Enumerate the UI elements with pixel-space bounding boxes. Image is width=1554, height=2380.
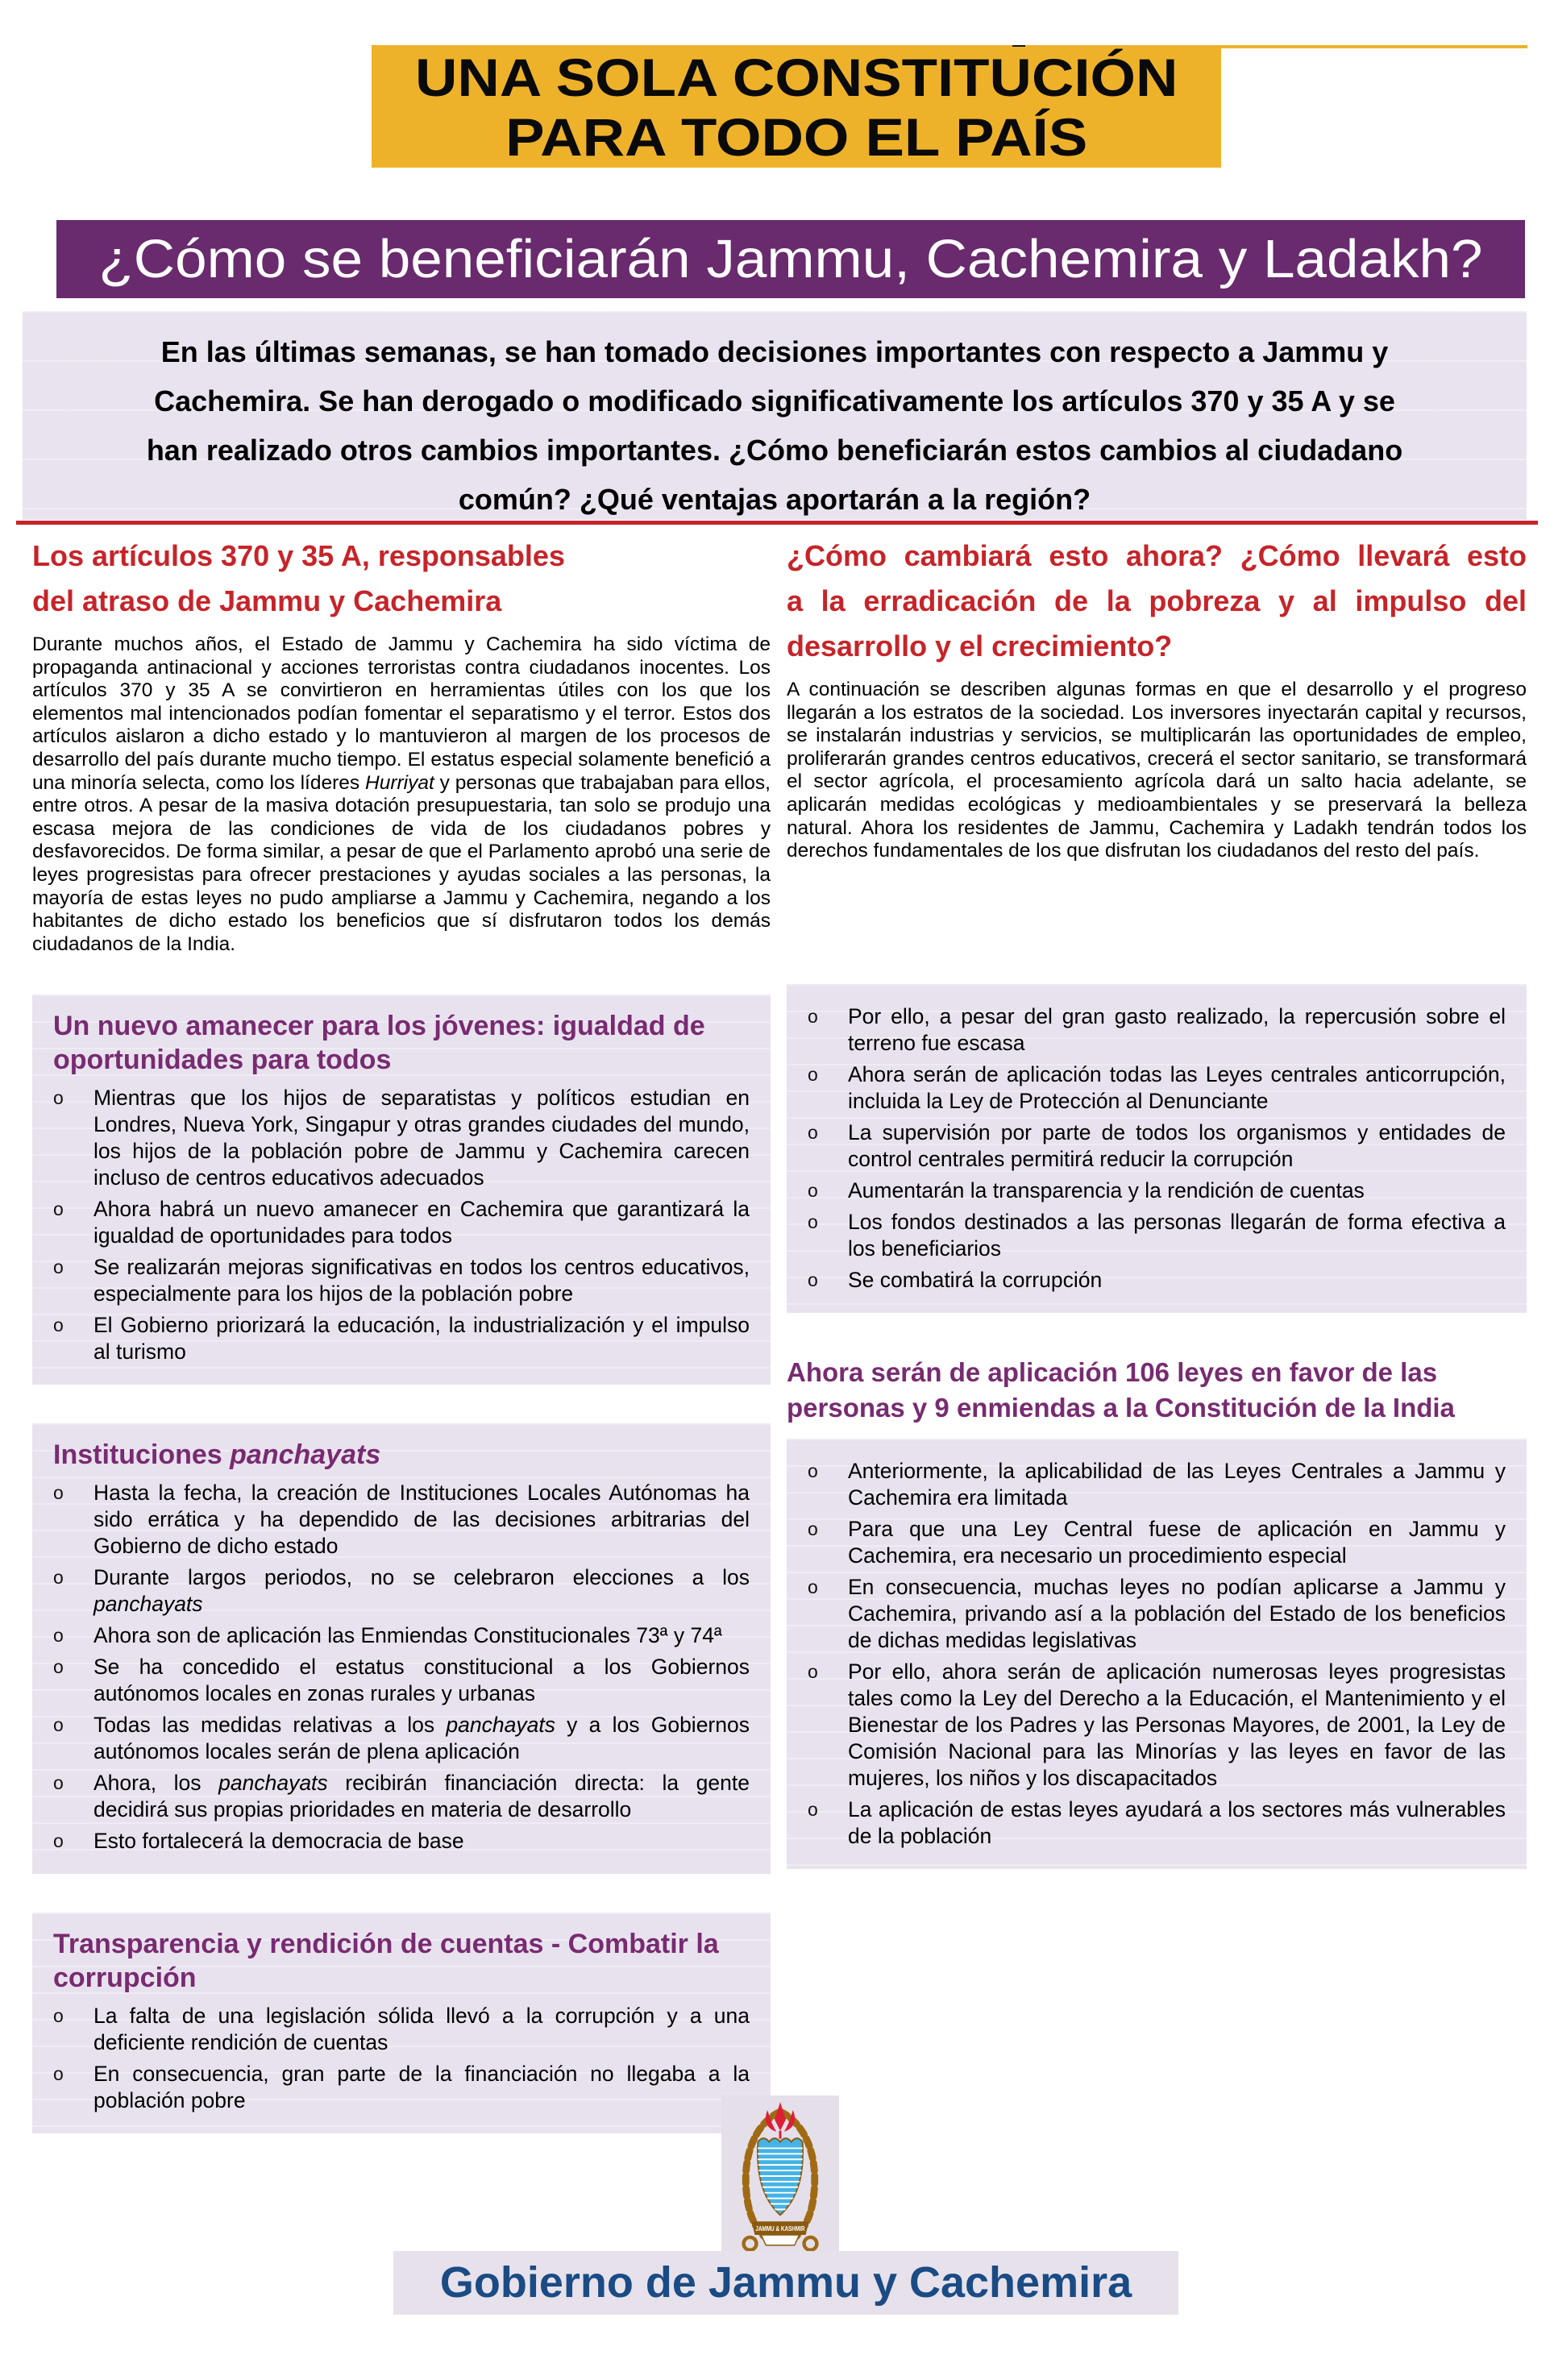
bullet-text: Esto fortalecerá la democracia de base — [93, 1829, 464, 1854]
bullet-marker: o — [53, 1830, 64, 1852]
bullet-marker: o — [53, 1198, 64, 1220]
bullet-marker: o — [53, 1315, 64, 1336]
bullet-list — [53, 1085, 750, 1365]
list-item — [808, 1574, 1506, 1654]
list-item — [53, 1712, 750, 1765]
bullet-text: Se combatirá la corrupción — [848, 1267, 1103, 1292]
bullet-marker: o — [53, 1567, 64, 1589]
bullet-list — [53, 2003, 750, 2114]
title-line: PARA TODO EL PAÍS — [505, 107, 1088, 167]
list-item — [53, 1085, 750, 1191]
bullet-list — [53, 1480, 750, 1855]
bullet-text: Se realizarán mejoras significativas en todos los centros educativos, especialmente para los hijos de la población pobre — [93, 1255, 750, 1306]
list-item — [808, 1267, 1506, 1294]
list-item — [53, 1196, 750, 1249]
info-box-panchayats — [32, 1423, 771, 1874]
list-item — [808, 1209, 1506, 1262]
list-item — [53, 1828, 750, 1855]
bullet-text: Ahora habrá un nuevo amanecer en Cachemira que garantizará la igualdad de oportunidades para todos — [93, 1197, 750, 1248]
bullet-text: Los fondos destinados a las personas llegarán de forma efectiva a los beneficiarios — [848, 1209, 1506, 1261]
info-box-laws — [787, 1439, 1527, 1869]
wreath-end-right — [804, 2237, 817, 2250]
bullet-marker: o — [808, 1063, 818, 1085]
bullet-text: Ahora, los panchayats recibirán financiación directa: la gente decidirá sus propias prioridades en materia de desarrollo — [93, 1771, 750, 1822]
bullet-text: Ahora son de aplicación las Enmiendas Constitucionales 73ª y 74ª — [93, 1623, 722, 1648]
bullet-marker: o — [808, 1576, 818, 1597]
bullet-marker: o — [53, 2005, 64, 2027]
bullet-marker: o — [808, 1179, 818, 1201]
bullet-text: En consecuencia, gran parte de la financiación no llegaba a la población pobre — [93, 2062, 750, 2113]
heading-line: desarrollo y el crecimiento? — [787, 629, 1173, 662]
right-column — [787, 534, 1527, 1869]
bullet-list — [808, 1458, 1506, 1850]
bullet-marker: o — [808, 1460, 818, 1481]
bullet-text: Para que una Ley Central fuese de aplicación en Jammu y Cachemira, era necesario un procedimiento especial — [848, 1516, 1506, 1568]
emblem-tile — [721, 2095, 839, 2253]
bullet-text: El Gobierno priorizará la educación, la industrialización y el impulso al turismo — [93, 1313, 750, 1364]
bullet-marker: o — [53, 1772, 64, 1794]
intro-box — [23, 311, 1527, 520]
list-item — [808, 1003, 1506, 1057]
list-item — [808, 1458, 1506, 1511]
wreath-end-left — [744, 2237, 757, 2250]
list-item — [53, 1564, 750, 1618]
bullet-marker: o — [808, 1121, 818, 1143]
bullet-text: En consecuencia, muchas leyes no podían aplicarse a Jammu y Cachemira, privando así a la población del Estado de los beneficios de dichas medidas legislativas — [848, 1574, 1506, 1652]
lotus-icon — [766, 2102, 795, 2138]
list-item — [53, 2061, 750, 2114]
list-item — [808, 1119, 1506, 1173]
info-box-transparency — [32, 1913, 771, 2133]
left-paragraph: Durante muchos años, el Estado de Jammu y Cachemira ha sido víctima de propaganda antinacional y acciones terroristas contra ciudadanos inocentes. Los artículos 370 y 35 A se convirtieron en herramientas útiles con los que los elementos mal intencionados podían fomentar el separatismo y el terror. Estos dos artículos aislaron a dicho estado y lo mantuvieron al margen de los procesos de desarrollo del país durante mucho tiempo. El estatus especial solamente benefició a una minoría selecta, como los líderes Hurriyat y personas que trabajaban para ellos, entre otros. A pesar de la masiva dotación presupuestaria, tan solo se produjo una escasa mejora de las condiciones de vida de los ciudadanos pobres y desfavorecidos. De forma similar, a pesar de que el Parlamento aprobó una serie de leyes progresistas para ofrecer prestaciones y ayudas sociales a las personas, la mayoría de estas leyes no pudo ampliarse a Jammu y Cachemira, negando a los habitantes de dicho estado los beneficios que sí disfrutaron todos los demás ciudadanos de la India. — [32, 633, 771, 955]
left-column — [32, 534, 771, 2133]
bullet-marker: o — [53, 1656, 64, 1678]
intro-text: En las últimas semanas, se han tomado decisiones importantes con respecto a Jammu y Cachemira. Se han derogado o modificado significativamente los artículos 370 y 35 A y se han realizado otros cambios importantes. ¿Cómo beneficiarán estos cambios al ciudadano común? ¿Qué ventajas aportarán a la región? — [146, 335, 1403, 516]
list-item — [53, 1312, 750, 1365]
bullet-text: Mientras que los hijos de separatistas y políticos estudian en Londres, Nueva York, Singapur y otras grandes ciudades del mundo, los hijos de la población pobre de Jammu y Cachemira carecen incluso de centros educativos adecuados — [93, 1086, 750, 1190]
list-item — [53, 1654, 750, 1707]
bullet-marker: o — [53, 1714, 64, 1736]
list-item — [53, 1622, 750, 1649]
list-item — [53, 2003, 750, 2056]
bullet-text: Por ello, ahora serán de aplicación numerosas leyes progresistas tales como la Ley del Derecho a la Educación, el Mantenimiento y el Bienestar de los Padres y las Personas Mayores, de 2001, la Ley de Comisión Nacional para las Minorías y las leyes en favor de las mujeres, los niños y los discapacitados — [848, 1659, 1506, 1790]
bullet-marker: o — [53, 1482, 64, 1504]
bullet-text: Hasta la fecha, la creación de Instituciones Locales Autónomas ha sido errática y ha dependido de las decisiones arbitrarias del Gobierno de dicho estado — [93, 1481, 750, 1559]
jk-government-emblem-icon — [721, 2095, 839, 2253]
bullet-list — [808, 1003, 1506, 1294]
list-item — [808, 1061, 1506, 1115]
bullet-text: La aplicación de estas leyes ayudará a los sectores más vulnerables de la población — [848, 1796, 1506, 1848]
bullet-marker: o — [808, 1660, 818, 1682]
box-heading-transparency: Transparencia y rendición de cuentas - Combatir la corrupción — [53, 1929, 719, 1994]
bullet-marker: o — [808, 1518, 818, 1539]
bullet-text: La falta de una legislación sólida llevó a la corrupción y a una deficiente rendición de cuentas — [93, 2004, 750, 2055]
box-heading-panchayats: Instituciones panchayats — [53, 1439, 381, 1471]
bullet-marker: o — [53, 1256, 64, 1278]
box-heading-youth: Un nuevo amanecer para los jóvenes: igualdad de oportunidades para todos — [53, 1011, 705, 1076]
heading-106-laws: Ahora serán de aplicación 106 leyes en favor de las personas y 9 enmiendas a la Constitución de la India — [787, 1356, 1455, 1423]
bullet-text: Aumentarán la transparencia y la rendición de cuentas — [848, 1178, 1365, 1202]
list-item — [808, 1516, 1506, 1569]
list-item — [53, 1480, 750, 1560]
heading-line: del atraso de Jammu y Cachemira — [32, 584, 502, 617]
bullet-marker: o — [808, 1269, 818, 1290]
heading-line: ¿Cómo cambiará esto ahora? ¿Cómo llevará esto — [787, 539, 1527, 572]
bullet-text: Todas las medidas relativas a los panchayats y a los Gobiernos autónomos locales serán de plena aplicación — [93, 1713, 750, 1764]
main-question-banner — [56, 220, 1525, 298]
left-red-heading — [32, 534, 771, 624]
title-line: UNA SOLA CONSTITUCIÓN — [414, 48, 1178, 107]
red-divider — [16, 521, 1538, 525]
heading-line: Los artículos 370 y 35 A, responsables — [32, 539, 565, 572]
bullet-text: La supervisión por parte de todos los organismos y entidades de control centrales permitirá reducir la corrupción — [848, 1119, 1506, 1171]
main-question: ¿Cómo se beneficiarán Jammu, Cachemira y Ladakh? — [98, 229, 1483, 289]
bullet-marker: o — [808, 1005, 818, 1027]
list-item — [808, 1178, 1506, 1204]
footer-strip — [393, 2251, 1178, 2315]
heading-line: a la erradicación de la pobreza y al impulso del — [787, 584, 1527, 617]
footer-title: Gobierno de Jammu y Cachemira — [439, 2258, 1132, 2307]
bullet-marker: o — [808, 1798, 818, 1820]
bullet-text: Anteriormente, la aplicabilidad de las Leyes Centrales a Jammu y Cachemira era limitada — [848, 1458, 1506, 1510]
bullet-text: Por ello, a pesar del gran gasto realizado, la repercusión sobre el terreno fue escasa — [848, 1003, 1506, 1055]
list-item — [53, 1254, 750, 1307]
info-box-impact — [787, 984, 1527, 1313]
bullet-marker: o — [53, 1625, 64, 1647]
bullet-marker: o — [53, 1087, 64, 1109]
list-item — [808, 1796, 1506, 1850]
title-box — [372, 47, 1221, 168]
info-box-youth — [32, 995, 771, 1385]
list-item — [808, 1659, 1506, 1792]
bullet-text: Se ha concedido el estatus constitucional a los Gobiernos autónomos locales en zonas rurales y urbanas — [93, 1655, 750, 1706]
list-item — [53, 1770, 750, 1823]
bullet-marker: o — [53, 2063, 64, 2085]
ribbon-fold — [761, 2235, 799, 2245]
bullet-marker: o — [808, 1211, 818, 1232]
right-red-heading — [787, 534, 1527, 669]
bullet-text: Durante largos periodos, no se celebraron elecciones a los panchayats — [93, 1565, 750, 1617]
bullet-text: Ahora serán de aplicación todas las Leyes centrales anticorrupción, incluida la Ley de Protección al Denunciante — [848, 1061, 1506, 1113]
ribbon-text: JAMMU & KASHMIR — [755, 2224, 805, 2233]
right-paragraph: A continuación se describen algunas formas en que el desarrollo y el progreso llegarán a los estratos de la sociedad. Los inversores inyectarán capital y recursos, se instalarán industrias y servicios, se multiplicarán las oportunidades de empleo, proliferarán grandes centros educativos, crecerá el sector sanitario, se transformará el sector agrícola, el procesamiento agrícola dará un salto hacia adelante, se aplicarán medidas ecológicas y medioambientales y se preservará la belleza natural. Ahora los residentes de Jammu, Cachemira y Ladakh tendrán todos los derechos fundamentales de los que disfrutan los ciudadanos del resto del país. — [787, 679, 1527, 862]
